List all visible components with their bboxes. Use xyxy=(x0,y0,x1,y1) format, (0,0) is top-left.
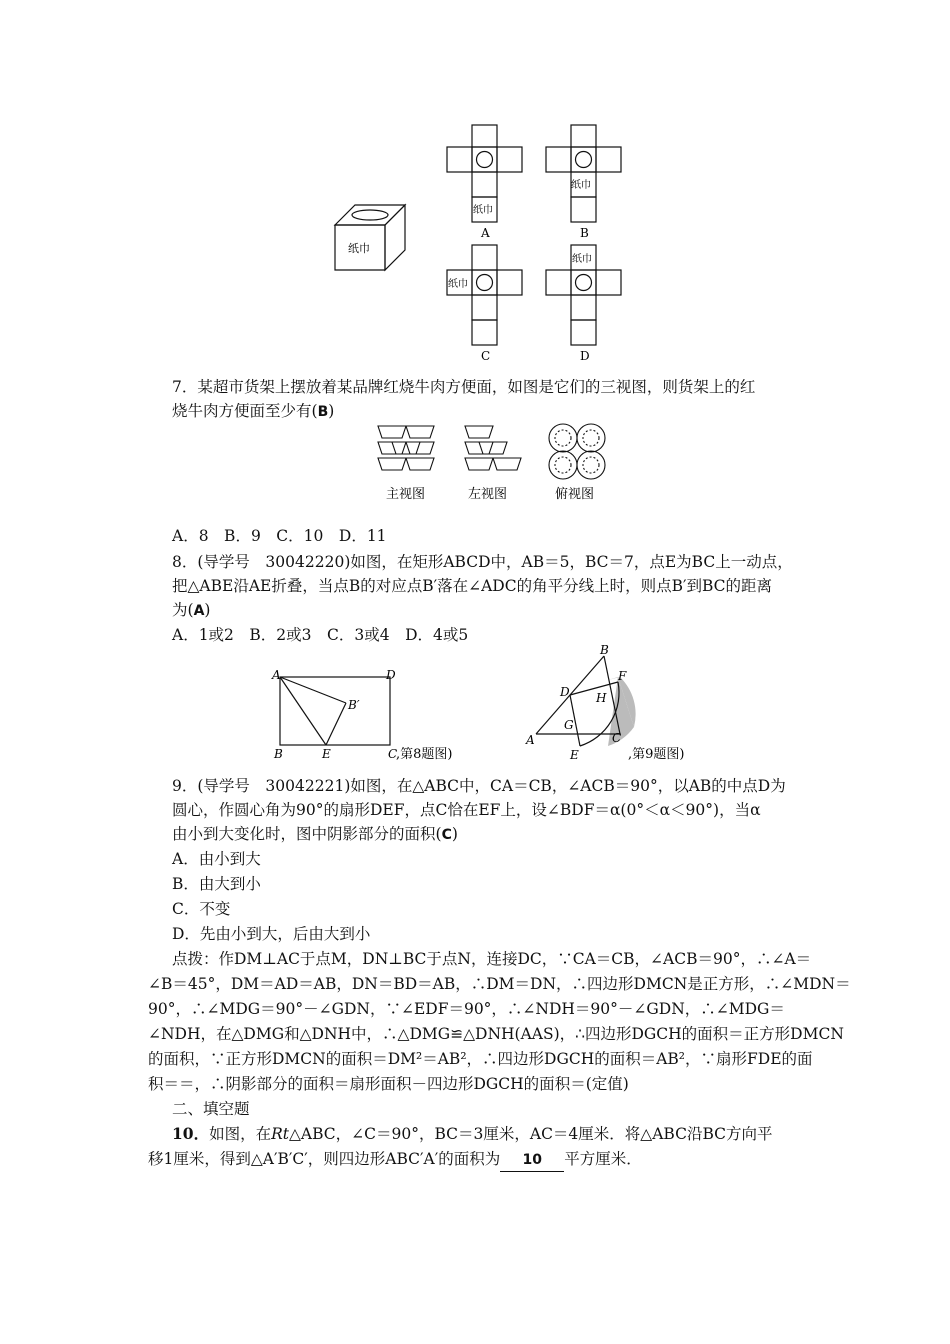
q10-number: 10． xyxy=(172,1124,210,1143)
net-b-label: 纸巾 xyxy=(571,180,591,191)
q9-figure xyxy=(520,642,720,766)
net-c xyxy=(447,245,522,345)
q7-answer: B xyxy=(317,404,329,420)
q9-hint-line4: ∠NDH，在△DMG和△DNH中，∴△DMG≌△DNH(AAS)，∴四边形DGCH的面积＝正方形DMCN xyxy=(148,1025,844,1043)
q9-point-c: C xyxy=(612,731,622,745)
q8-point-d: D xyxy=(386,668,396,682)
option-c-label: C xyxy=(481,349,491,363)
q8-line1: 8．(导学号 30042220)如图，在矩形ABCD中，AB＝5，BC＝7，点E为BC上一动点， xyxy=(172,553,793,571)
q9-hint-line5: 的面积，∵正方形DMCN的面积＝DM²＝AB²，∴四边形DGCH的面积＝AB²，∵扇形FDE的面 xyxy=(148,1050,813,1068)
cube-label: 纸巾 xyxy=(348,242,370,255)
q8-caption: ,第8题图) xyxy=(396,747,453,762)
q9-point-a: A xyxy=(526,733,535,747)
q9-point-d: D xyxy=(560,685,570,699)
q10-answer-blank xyxy=(500,1148,564,1172)
q9-hint-line2: ∠B＝45°，DM＝AD＝AB，DN＝BD＝AB，∴DM＝DN，∴四边形DMCN是正方形，∴∠MDN＝ xyxy=(148,975,851,993)
q7-number: 7． xyxy=(172,378,198,396)
segment-ae xyxy=(280,677,326,745)
q10-line1: 10．如图，在Rt△ABC，∠C＝90°，BC＝3厘米，AC＝4厘米．将△ABC沿BC方向平 xyxy=(172,1124,773,1143)
side-view-label: 左视图 xyxy=(468,487,508,502)
q8-answer: A xyxy=(193,603,205,619)
q9-line1: 9．(导学号 30042221)如图，在△ABC中，CA＝CB，∠ACB＝90°，以AB的中点D为 xyxy=(172,777,786,795)
q8-point-e: E xyxy=(322,747,331,761)
q9-point-h: H xyxy=(596,691,607,705)
q9-option-d: D．先由小到大，后由大到小 xyxy=(172,925,371,943)
q9-number: 9． xyxy=(172,777,198,795)
tissue-box-cube xyxy=(335,205,405,270)
q6-figure xyxy=(330,120,592,365)
q10-answer: 10 xyxy=(522,1152,542,1168)
q8-point-c: C xyxy=(388,747,398,761)
net-d-label: 纸巾 xyxy=(572,254,592,265)
q9-line2: 圆心，作圆心角为90°的扇形DEF，点C恰在EF上，设∠BDF＝α(0°＜α＜90°)，当α xyxy=(172,801,761,819)
net-a-label: 纸巾 xyxy=(473,205,493,216)
q8-point-b-prime: B′ xyxy=(348,698,360,712)
q8-point-b: B xyxy=(274,747,283,761)
rectangle-abcd xyxy=(280,677,390,745)
q9-point-f: F xyxy=(618,669,627,683)
q9-option-c: C．不变 xyxy=(172,900,231,918)
section-fill-blank-title: 二、填空题 xyxy=(172,1100,250,1118)
front-view-label: 主视图 xyxy=(386,487,426,502)
q8-line3: 为(A) xyxy=(172,601,211,619)
option-d-label: D xyxy=(580,349,590,363)
q9-line3: 由小到大变化时，图中阴影部分的面积(C) xyxy=(172,825,458,843)
option-a-label: A xyxy=(481,226,490,240)
q7-three-views xyxy=(370,420,620,510)
q9-hint-line6: 积＝＝，∴阴影部分的面积＝扇形面积－四边形DGCH的面积＝(定值) xyxy=(148,1075,629,1093)
q9-hint-line1: 点拨：作DM⊥AC于点M，DN⊥BC于点N，连接DC，∵CA＝CB，∠ACB＝90°，∴∠A＝ xyxy=(172,950,812,968)
segment-ab-prime xyxy=(280,677,346,703)
q9-point-e: E xyxy=(570,748,579,762)
net-c-label: 纸巾 xyxy=(448,279,468,290)
q9-point-b: B xyxy=(600,643,609,657)
net-b xyxy=(546,125,621,222)
q8-figure xyxy=(268,665,488,765)
q9-hint-line3: 90°，∴∠MDG＝90°－∠GDN，∵∠EDF＝90°，∴∠NDH＝90°－∠GDN，∴∠MDG＝ xyxy=(148,1000,785,1018)
q8-options: A．1或2 B．2或3 C．3或4 D．4或5 xyxy=(172,626,469,644)
q8-line2: 把△ABE沿AE折叠，当点B的对应点B′落在∠ADC的角平分线上时，则点B′到BC的距离 xyxy=(172,577,773,595)
q9-point-g: G xyxy=(564,718,574,732)
q9-answer: C xyxy=(441,827,452,843)
option-b-label: B xyxy=(580,226,589,240)
q7-options: A．8 B．9 C．10 D．11 xyxy=(172,527,387,545)
segment-b-prime-e xyxy=(326,703,346,745)
q7-line2: 烧牛肉方便面至少有(B) xyxy=(172,402,335,420)
top-view-label: 俯视图 xyxy=(555,487,595,502)
top-view-circles xyxy=(549,424,605,479)
front-view-bowls xyxy=(378,426,434,470)
q8-point-a: A xyxy=(272,668,281,682)
q9-option-a: A．由小到大 xyxy=(172,850,261,868)
q9-caption: ,第9题图) xyxy=(628,747,685,762)
q10-line2: 移1厘米，得到△A′B′C′，则四边形ABC′A′的面积为 10 平方厘米． xyxy=(148,1148,642,1172)
side-view-bowls xyxy=(465,426,521,470)
q9-option-b: B．由大到小 xyxy=(172,875,261,893)
q8-number: 8． xyxy=(172,553,198,571)
q7-line1: 7．某超市货架上摆放着某品牌红烧牛肉方便面，如图是它们的三视图，则货架上的红 xyxy=(172,378,756,396)
